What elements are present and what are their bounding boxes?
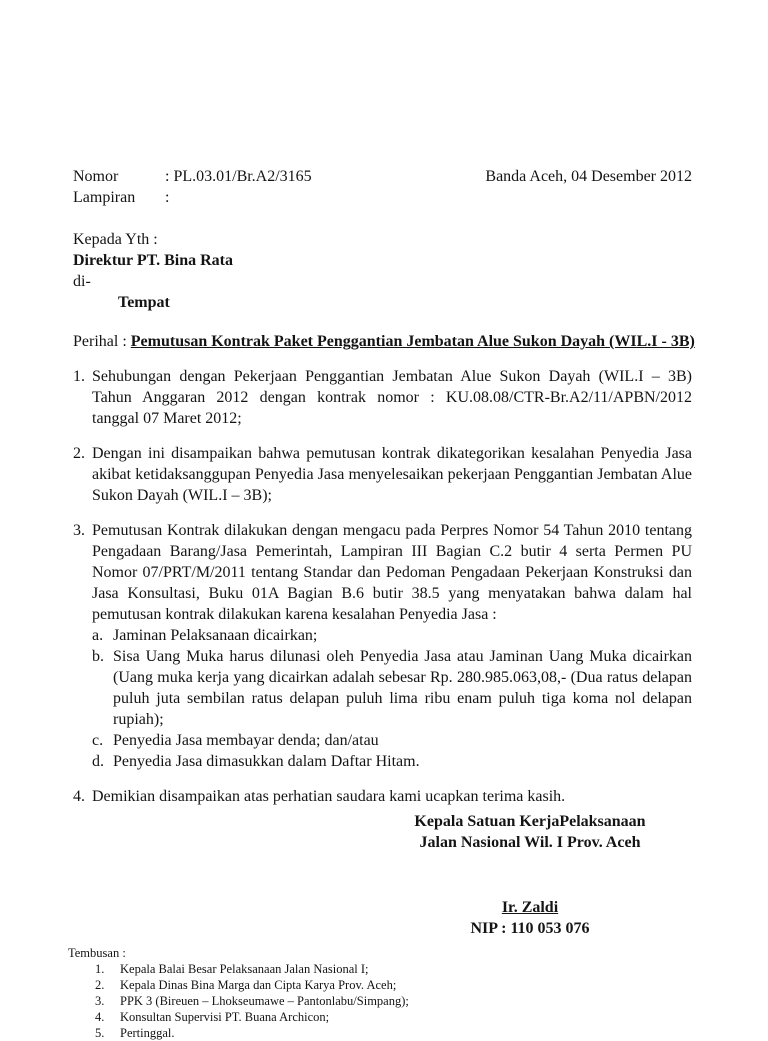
signature-title-line2: Jalan Nasional Wil. I Prov. Aceh [419, 834, 641, 851]
tembusan-number: 1. [95, 962, 105, 976]
sub-item-c [92, 730, 692, 751]
tembusan-text: Kepala Balai Besar Pelaksanaan Jalan Nasional I; [120, 962, 369, 976]
sub-item-text: Penyedia Jasa membayar denda; dan/atau [113, 732, 379, 749]
sub-item-letter: a. [92, 627, 104, 644]
item-text-with-sublist [92, 520, 692, 772]
tembusan-label: Tembusan : [68, 946, 126, 960]
sub-item-d [92, 751, 692, 772]
item-text: Demikian disampaikan atas perhatian saudara kami ucapkan terima kasih. [92, 788, 566, 805]
item-text: Pemutusan Kontrak dilakukan dengan mengacu pada Perpres Nomor 54 Tahun 2010 tentang Pengadaan Barang/Jasa Pemerintah, Lampiran III Bagian C.2 butir 4 serta Permen PU Nomor 07/PRT/M/2011 tentang Standar dan Pedoman Pengadaan Pekerjaan Konstruksi dan Jasa Konsultasi, Buku 01A Bagian B.6 butir 38.5 yang menyatakan bahwa dalam hal pemutusan kontrak dilakukan karena kesalahan Penyedia Jasa : [92, 522, 692, 623]
tembusan-text: PPK 3 (Bireuen – Lhokseumawe – Pantonlabu/Simpang); [120, 994, 409, 1008]
tembusan-text: Kepala Dinas Bina Marga dan Cipta Karya Prov. Aceh; [120, 978, 397, 992]
lampiran-line [73, 187, 692, 208]
recipient-salutation: Kepada Yth : [73, 231, 158, 248]
nomor-value: : PL.03.01/Br.A2/3165 [165, 168, 312, 185]
lampiran-label: Lampiran [73, 189, 136, 206]
sub-item-letter: b. [92, 648, 104, 665]
item-text: Dengan ini disampaikan bahwa pemutusan kontrak dikategorikan kesalahan Penyedia Jasa akibat ketidaksanggupan Penyedia Jasa menyelesaikan pekerjaan Penggantian Jembatan Alue Sukon Dayah (WIL.I – 3B); [92, 445, 692, 504]
tembusan-number: 3. [95, 994, 105, 1008]
recipient-name: Direktur PT. Bina Rata [73, 252, 234, 269]
perihal-subject: Pemutusan Kontrak Paket Penggantian Jembatan Alue Sukon Dayah (WIL.I - 3B) [130, 333, 695, 350]
tembusan-item-2 [68, 977, 692, 993]
sub-item-letter: c. [92, 732, 104, 749]
body-item-4 [73, 786, 692, 807]
letter-date: Banda Aceh, 04 Desember 2012 [485, 168, 692, 185]
item-text: Sehubungan dengan Pekerjaan Penggantian Jembatan Alue Sukon Dayah (WIL.I – 3B) Tahun Anggaran 2012 dengan kontrak nomor : KU.08.08/CTR-Br.A2/11/APBN/2012 tanggal 07 Maret 2012; [92, 368, 692, 427]
tembusan-item-1 [68, 961, 692, 977]
recipient-place: Tempat [118, 294, 170, 311]
recipient-block [73, 229, 692, 313]
sub-item-letter: d. [92, 753, 104, 770]
tembusan-text: Pertinggal. [120, 1026, 175, 1040]
signature-title-line1: Kepala Satuan KerjaPelaksanaan [414, 813, 646, 830]
recipient-di: di- [73, 273, 91, 290]
perihal-label: Perihal : [73, 333, 127, 350]
item-number: 2. [73, 445, 85, 462]
signature-name-block [372, 897, 688, 939]
body-item-1 [73, 366, 692, 429]
sub-item-a [92, 625, 692, 646]
letter-body [73, 366, 692, 807]
signature-title-block [372, 811, 688, 853]
sub-item-list [92, 625, 692, 772]
nomor-line [73, 166, 312, 187]
item-number: 4. [73, 788, 85, 805]
body-item-2 [73, 443, 692, 506]
nomor-label: Nomor [73, 168, 119, 185]
tembusan-item-5 [68, 1025, 692, 1041]
letter-header-row [73, 166, 692, 187]
lampiran-value: : [165, 189, 170, 206]
tembusan-text: Konsultan Supervisi PT. Buana Archicon; [120, 1010, 330, 1024]
tembusan-item-3 [68, 993, 692, 1009]
sub-item-text: Penyedia Jasa dimasukkan dalam Daftar Hitam. [113, 753, 420, 770]
tembusan-number: 2. [95, 978, 105, 992]
item-number: 3. [73, 522, 85, 539]
sub-item-b [92, 646, 692, 730]
sub-item-text: Jaminan Pelaksanaan dicairkan; [113, 627, 318, 644]
body-item-3 [73, 520, 692, 772]
tembusan-number: 4. [95, 1010, 105, 1024]
perihal-line [73, 331, 695, 352]
signatory-nip: NIP : 110 053 076 [470, 920, 590, 937]
tembusan-item-4 [68, 1009, 692, 1025]
tembusan-number: 5. [95, 1026, 105, 1040]
tembusan-block [68, 945, 692, 1041]
sub-item-text: Sisa Uang Muka harus dilunasi oleh Penyedia Jasa atau Jaminan Uang Muka dicairkan (Uang muka kerja yang dicairkan adalah sebesar Rp. 280.985.063,08,- (Dua ratus delapan puluh juta sembilan ratus delapan puluh lima ribu enam puluh tiga koma nol delapan rupiah); [113, 648, 692, 728]
item-number: 1. [73, 368, 85, 385]
signatory-name: Ir. Zaldi [501, 899, 559, 916]
